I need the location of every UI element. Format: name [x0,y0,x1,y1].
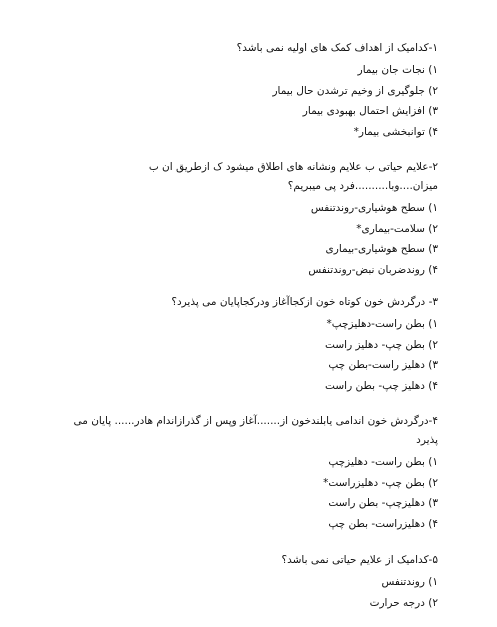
question-list [72,39,438,627]
question-3-option-4: ۴) دهلیز چپ- بطن راست [325,379,438,392]
question-3-option-2: ۲) بطن چپ- دهلیز راست [325,338,438,351]
question-5-option-1: ۱) روندتنفس [381,576,438,588]
question-4-text: ۴-درگردش خون اندامی یابلندخون از.......آغاز وپس از گذرازاندام هادر...... پایان می پذیرد [73,415,438,446]
question-1-option-1: ۱) نجات جان بیمار [357,64,438,76]
question-2-option-2: ۲) سلامت-بیماری* [356,222,438,235]
question-2-option-1: ۱) سطح هوشیاری-روندتنفس [310,202,438,214]
question-4-option-4: ۴) دهلیزراست- بطن چپ [328,517,438,530]
question-2-option-4: ۴) روندضربان نبض-روندتنفس [308,263,438,276]
question-5-option-2: ۲) درجه حرارت [369,596,438,609]
question-3-option-3: ۳) دهلیز راست-بطن چپ [328,359,438,371]
question-1-text: ۱-کدامیک از اهداف کمک های اولیه نمی باشد؟ [236,42,438,54]
question-2-options [72,198,438,280]
question-4-options [72,452,438,534]
question-5 [72,551,438,613]
question-3-options [72,314,438,396]
question-3-option-1: ۱) بطن راست-دهلیزچپ* [326,318,438,330]
question-2-option-3: ۳) سطح هوشیاری-بیماری [325,243,438,255]
question-3 [72,293,438,396]
question-4-option-2: ۲) بطن چپ- دهلیزراست* [323,476,438,489]
question-1-option-4: ۴) توانبخشی بیمار* [353,125,438,138]
question-5-options [72,572,438,613]
question-1 [72,39,438,142]
question-2 [72,158,438,280]
question-2-text: ۲-علایم حیاتی ب علایم ونشانه های اطلاق میشود ک ازطریق ان ب میزان....وبا..........فرد پی میبریم؟ [148,161,438,192]
question-1-options [72,60,438,142]
question-3-text: ۳- درگردش خون کوتاه خون ازکجاآغاز ودرکجاپایان می پذیرد؟ [171,296,438,308]
question-1-option-3: ۳) افزایش احتمال بهبودی بیمار [302,105,438,117]
question-4 [72,412,438,534]
question-1-option-2: ۲) جلوگیری از وخیم ترشدن حال بیمار [272,84,438,97]
question-4-option-1: ۱) بطن راست- دهلیزچپ [328,456,438,468]
question-4-option-3: ۳) دهلیزچپ- بطن راست [328,497,438,509]
question-5-text: ۵-کدامیک از علایم حیاتی نمی باشد؟ [281,554,438,566]
